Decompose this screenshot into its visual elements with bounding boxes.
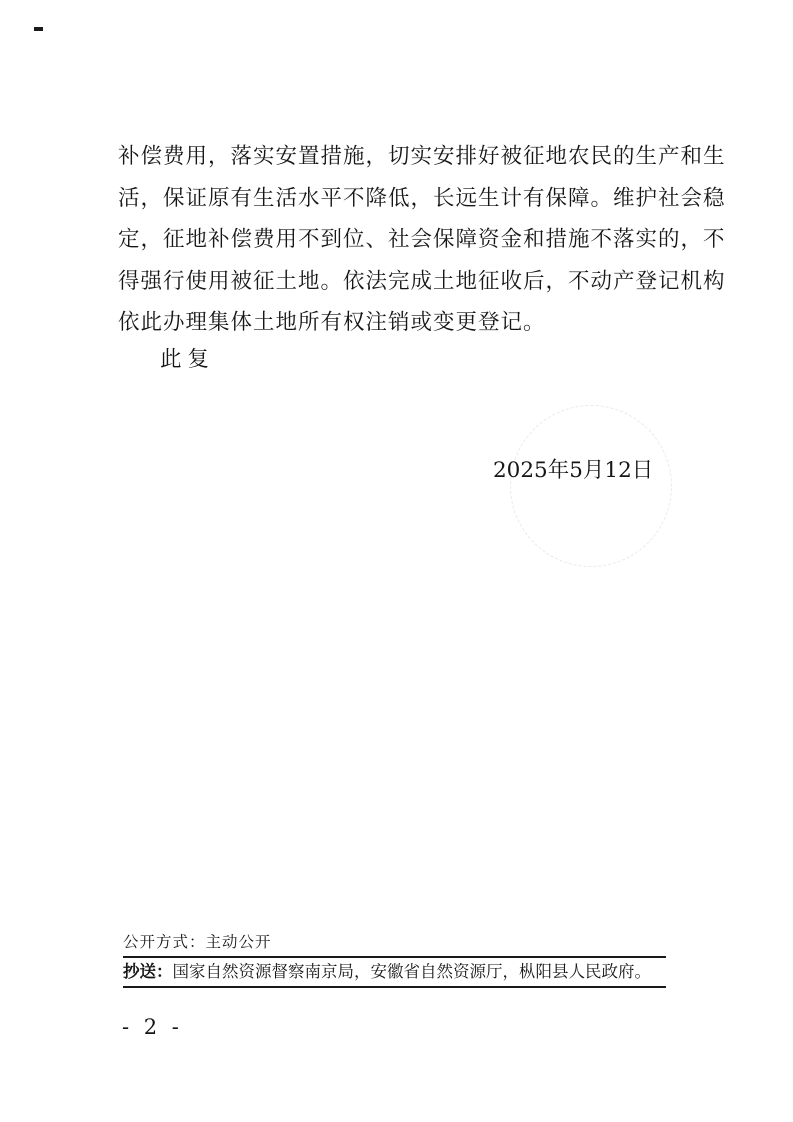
cc-line [123,960,651,984]
document-date: 2025年5月12日 [493,458,654,483]
body-line: 定，征地补偿费用不到位、社会保障资金和措施不落实的，不 [118,227,726,252]
disclosure-method: 公开方式：主动公开 [123,933,272,951]
body-paragraph [118,136,726,344]
corner-mark [34,27,43,31]
body-line: 得强行使用被征土地。依法完成土地征收后，不动产登记机构 [118,268,726,294]
body-line: 活，保证原有生活水平不降低，长远生计有保障。维护社会稳 [118,185,726,211]
footer-rule-bottom [123,986,666,988]
body-line: 依此办理集体土地所有权注销或变更登记。 [118,310,546,335]
body-line: 补偿费用，落实安置措施，切实安排好被征地农民的生产和生 [118,144,726,169]
closing-reply: 此复 [160,347,216,372]
cc-recipients: 国家自然资源督察南京局，安徽省自然资源厅，枞阳县人民政府。 [172,962,651,981]
cc-label: 抄送： [123,962,173,981]
footer-rule-top [123,956,666,958]
page-number: - 2 - [122,1015,183,1039]
